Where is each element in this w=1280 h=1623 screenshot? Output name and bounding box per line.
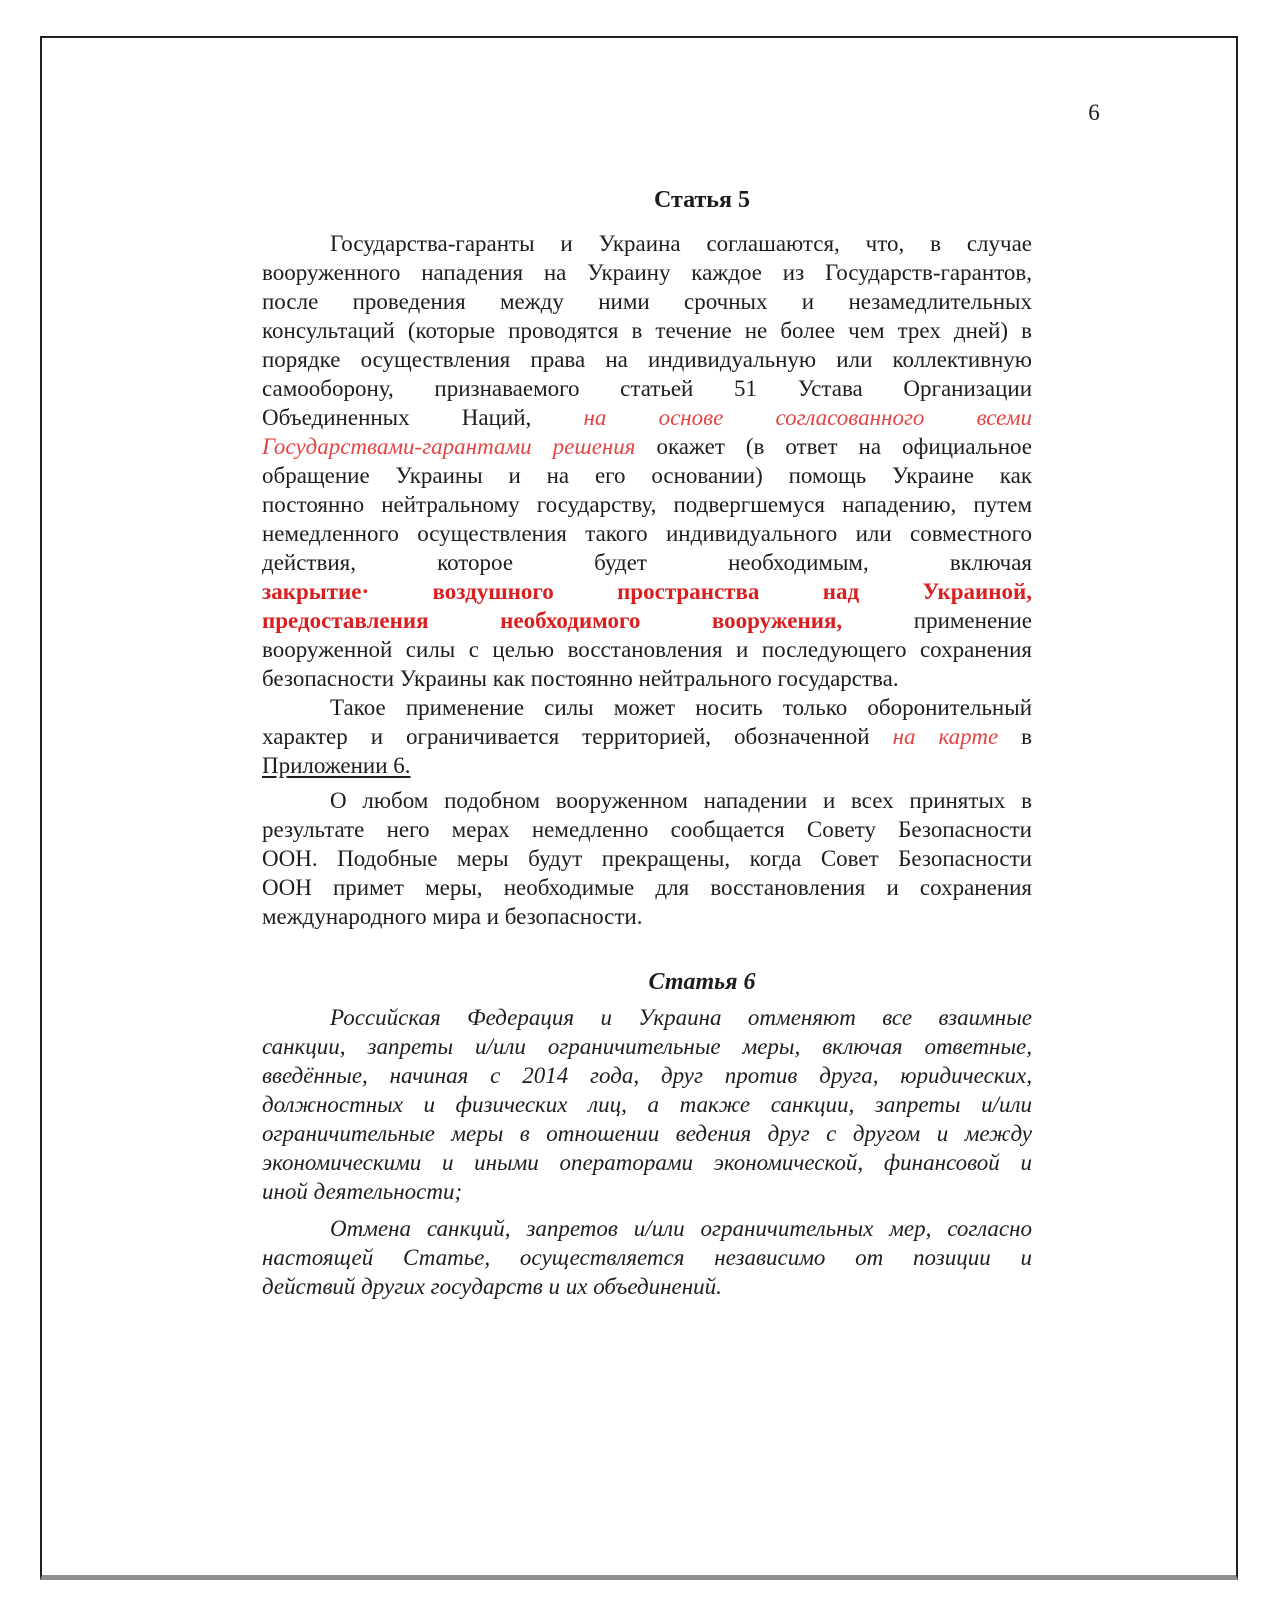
body-text: консультаций (которые проводятся в течение не более чем трех дней) в	[262, 318, 1032, 343]
text-line	[262, 374, 1032, 403]
body-text: вооруженного нападения на Украину каждое из Государств-гарантов,	[262, 260, 1032, 285]
text-line	[262, 693, 1032, 722]
paragraph	[262, 229, 1032, 693]
body-text: немедленного осуществления такого индивидуального или совместного	[262, 521, 1032, 546]
body-text: ООН. Подобные меры будут прекращены, когда Совет Безопасности	[262, 846, 1032, 871]
text-line	[262, 722, 1032, 751]
italic-text: должностных и физических лиц, а также санкции, запреты и/или	[262, 1092, 1032, 1117]
page-number: 6	[1088, 100, 1100, 125]
text-line	[262, 1090, 1032, 1119]
body-text: постоянно нейтральному государству, подвергшемуся нападению, путем	[262, 492, 1032, 517]
text-line	[262, 1243, 1032, 1272]
red-italic-text: на основе согласованного всеми	[583, 405, 1032, 430]
red-italic-text: Государствами-гарантами решения	[262, 434, 636, 459]
body-text: международного мира и безопасности.	[262, 904, 643, 929]
body-text: самооборону, признаваемого статьей 51 Устава Организации	[262, 376, 1032, 401]
text-line	[262, 432, 1032, 461]
body-text: применение	[842, 608, 1032, 633]
text-line	[262, 1061, 1032, 1090]
text-line	[262, 519, 1032, 548]
text-line	[262, 403, 1032, 432]
body-text: обращение Украины и на его основании) помощь Украине как	[262, 463, 1032, 488]
body-text: в	[998, 724, 1032, 749]
text-line	[262, 873, 1032, 902]
text-line	[262, 1214, 1032, 1243]
text-line	[262, 664, 1032, 693]
body-text: О любом подобном вооруженном нападении и всех принятых в	[330, 788, 1032, 813]
text-line	[262, 287, 1032, 316]
text-line	[262, 1032, 1032, 1061]
italic-text: действий других государств и их объединений.	[262, 1274, 722, 1299]
body-text: порядке осуществления права на индивидуальную или коллективную	[262, 347, 1032, 372]
paragraph	[262, 1003, 1032, 1206]
text-line	[262, 461, 1032, 490]
italic-text: Отмена санкций, запретов и/или ограничительных мер, согласно	[330, 1216, 1032, 1241]
text-line	[262, 902, 1032, 931]
text-line	[262, 786, 1032, 815]
article6-title: Статья 6	[648, 969, 756, 995]
text-line	[262, 844, 1032, 873]
body-text: результате него мерах немедленно сообщается Совету Безопасности	[262, 817, 1032, 842]
text-line	[262, 490, 1032, 519]
text-line	[262, 1003, 1032, 1032]
text-line	[262, 1119, 1032, 1148]
body-text: безопасности Украины как постоянно нейтрального государства.	[262, 666, 899, 691]
text-line	[262, 751, 1032, 780]
italic-text: настоящей Статье, осуществляется независимо от позиции и	[262, 1245, 1032, 1270]
body-text: вооруженной силы с целью восстановления и последующего сохранения	[262, 637, 1032, 662]
text-line	[262, 1272, 1032, 1301]
paragraph	[262, 693, 1032, 780]
article6-section	[262, 968, 1032, 1301]
italic-text: введённые, начиная с 2014 года, друг против друга, юридических,	[262, 1063, 1032, 1088]
italic-text: Российская Федерация и Украина отменяют все взаимные	[330, 1005, 1032, 1030]
text-line	[262, 258, 1032, 287]
text-line	[262, 548, 1032, 577]
body-text: Объединенных Наций,	[262, 405, 584, 430]
body-text: Государства-гаранты и Украина соглашаются, что, в случае	[330, 231, 1032, 256]
body-text: Такое применение силы может носить только оборонительный	[330, 695, 1032, 720]
text-line	[262, 345, 1032, 374]
article5-section	[262, 186, 1032, 931]
paragraph	[262, 786, 1032, 931]
body-text: ООН примет меры, необходимые для восстановления и сохранения	[262, 875, 1032, 900]
article5-body	[262, 229, 1032, 931]
body-text: действия, которое будет необходимым, включая	[262, 550, 1032, 575]
text-line	[262, 1148, 1032, 1177]
red-italic-text: на карте	[892, 724, 999, 749]
body-text: характер и ограничивается территорией, обозначенной	[262, 724, 893, 749]
text-line	[262, 815, 1032, 844]
text-line	[262, 1177, 1032, 1206]
article6-body	[262, 1003, 1032, 1301]
text-line	[262, 577, 1032, 606]
paragraph	[262, 1214, 1032, 1301]
red-bold-text: закрытие· воздушного пространства над Украиной,	[262, 579, 1032, 604]
red-bold-text: предоставления необходимого вооружения,	[262, 608, 843, 633]
body-text: окажет (в ответ на официальное	[635, 434, 1033, 459]
text-line	[262, 316, 1032, 345]
italic-text: ограничительные меры в отношении ведения друг с другом и между	[262, 1121, 1032, 1146]
italic-text: экономическими и иными операторами экономической, финансовой и	[262, 1150, 1032, 1175]
body-text: после проведения между ними срочных и незамедлительных	[262, 289, 1032, 314]
underlined-text: Приложении 6.	[262, 753, 411, 778]
text-line	[262, 229, 1032, 258]
text-line	[262, 606, 1032, 635]
document-content	[262, 186, 1032, 1301]
italic-text: санкции, запреты и/или ограничительные меры, включая ответные,	[262, 1034, 1032, 1059]
text-line	[262, 635, 1032, 664]
article5-title: Статья 5	[654, 187, 750, 213]
italic-text: иной деятельности;	[262, 1179, 463, 1204]
